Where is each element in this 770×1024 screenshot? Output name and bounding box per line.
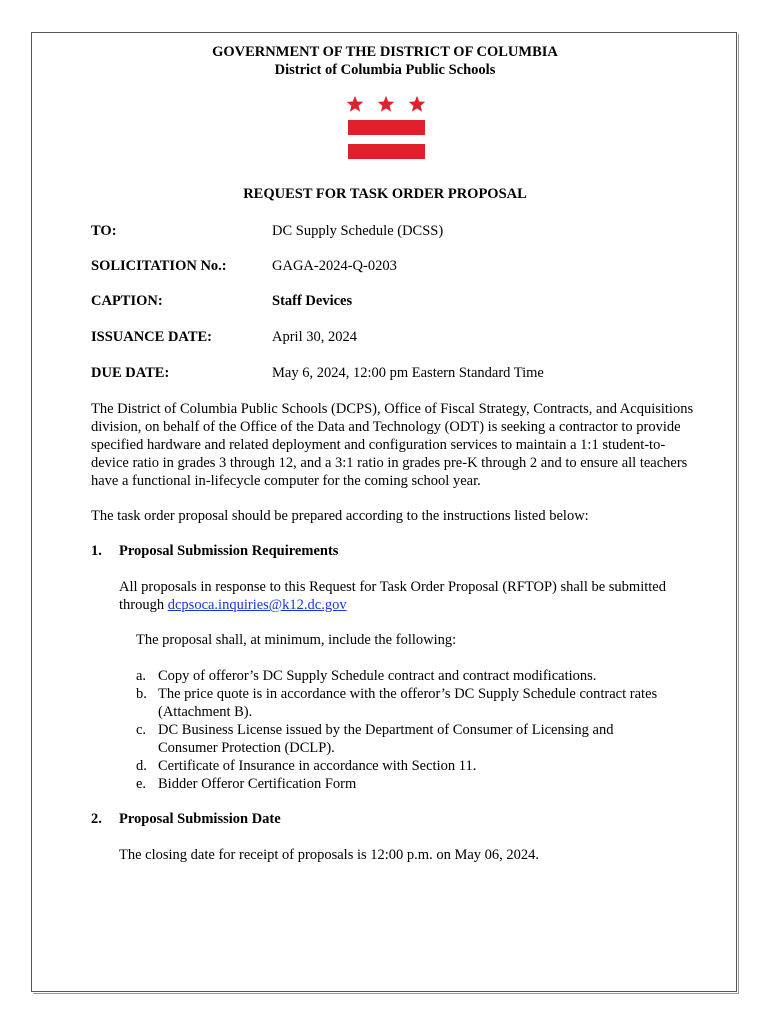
dcps-heading: District of Columbia Public Schools — [274, 62, 496, 78]
list-item: DC Business License issued by the Department of Consumer of Licensing and — [158, 722, 614, 738]
list-item: Copy of offeror’s DC Supply Schedule contract and contract modifications. — [158, 668, 597, 684]
list-item: Bidder Offeror Certification Form — [158, 776, 357, 792]
issuance-date-label: ISSUANCE DATE: — [91, 329, 212, 345]
email-link[interactable]: dcpsoca.inquiries@k12.dc.gov — [167, 597, 347, 613]
list-item-marker: e. — [136, 776, 147, 792]
section-1-body-line: All proposals in response to this Request for Task Order Proposal (RFTOP) shall be submitted — [119, 579, 666, 595]
government-heading: GOVERNMENT OF THE DISTRICT OF COLUMBIA — [212, 44, 558, 60]
to-label: TO: — [91, 223, 117, 239]
instructions-text: The task order proposal should be prepared according to the instructions listed below: — [91, 508, 589, 524]
section-2-number: 2. — [91, 811, 102, 827]
issuance-date-value: April 30, 2024 — [272, 329, 357, 345]
flag-bar-top — [348, 120, 425, 135]
intro-line: division, on behalf of the Office of the Data and Technology (ODT) is seeking a contractor to provide — [91, 419, 681, 435]
solicitation-value: GAGA-2024-Q-0203 — [272, 258, 397, 274]
star-icon — [408, 95, 426, 113]
solicitation-label: SOLICITATION No.: — [91, 258, 227, 274]
due-date-value: May 6, 2024, 12:00 pm Eastern Standard Time — [272, 365, 544, 381]
document-title: REQUEST FOR TASK ORDER PROPOSAL — [243, 186, 527, 202]
section-1-number: 1. — [91, 543, 102, 559]
star-icon — [346, 95, 364, 113]
star-icon — [377, 95, 395, 113]
caption-value: Staff Devices — [272, 293, 353, 309]
to-value: DC Supply Schedule (DCSS) — [272, 223, 444, 239]
list-item: The price quote is in accordance with the offeror’s DC Supply Schedule contract rates — [158, 686, 658, 702]
list-item-marker: c. — [136, 722, 147, 738]
list-item-marker: d. — [136, 758, 147, 774]
intro-line: specified hardware and related deployment and configuration services to maintain a 1:1 student-to- — [91, 437, 666, 453]
list-item: Certificate of Insurance in accordance with Section 11. — [158, 758, 477, 774]
list-item-continuation: Consumer Protection (DCLP). — [158, 740, 335, 756]
include-text: The proposal shall, at minimum, include the following: — [136, 632, 457, 648]
section-2-title: Proposal Submission Date — [119, 811, 281, 827]
caption-label: CAPTION: — [91, 293, 163, 309]
intro-line: have a functional in-lifecycle computer for the coming school year. — [91, 473, 481, 489]
due-date-label: DUE DATE: — [91, 365, 170, 381]
list-item-marker: b. — [136, 686, 147, 702]
through-text: through — [119, 597, 168, 613]
flag-bar-bottom — [348, 144, 425, 159]
flag-stars — [346, 95, 426, 113]
list-item-continuation: (Attachment B). — [158, 704, 253, 720]
section-2-body: The closing date for receipt of proposals is 12:00 p.m. on May 06, 2024. — [119, 847, 540, 863]
list-item-marker: a. — [136, 668, 147, 684]
section-1-body-line — [119, 597, 347, 614]
intro-line: device ratio in grades 3 through 12, and a 3:1 ratio in grades pre-K through 2 and to ensure all teachers — [91, 455, 688, 471]
section-1-title: Proposal Submission Requirements — [119, 543, 339, 559]
intro-line: The District of Columbia Public Schools (DCPS), Office of Fiscal Strategy, Contracts, and Acquisitions — [91, 401, 694, 417]
